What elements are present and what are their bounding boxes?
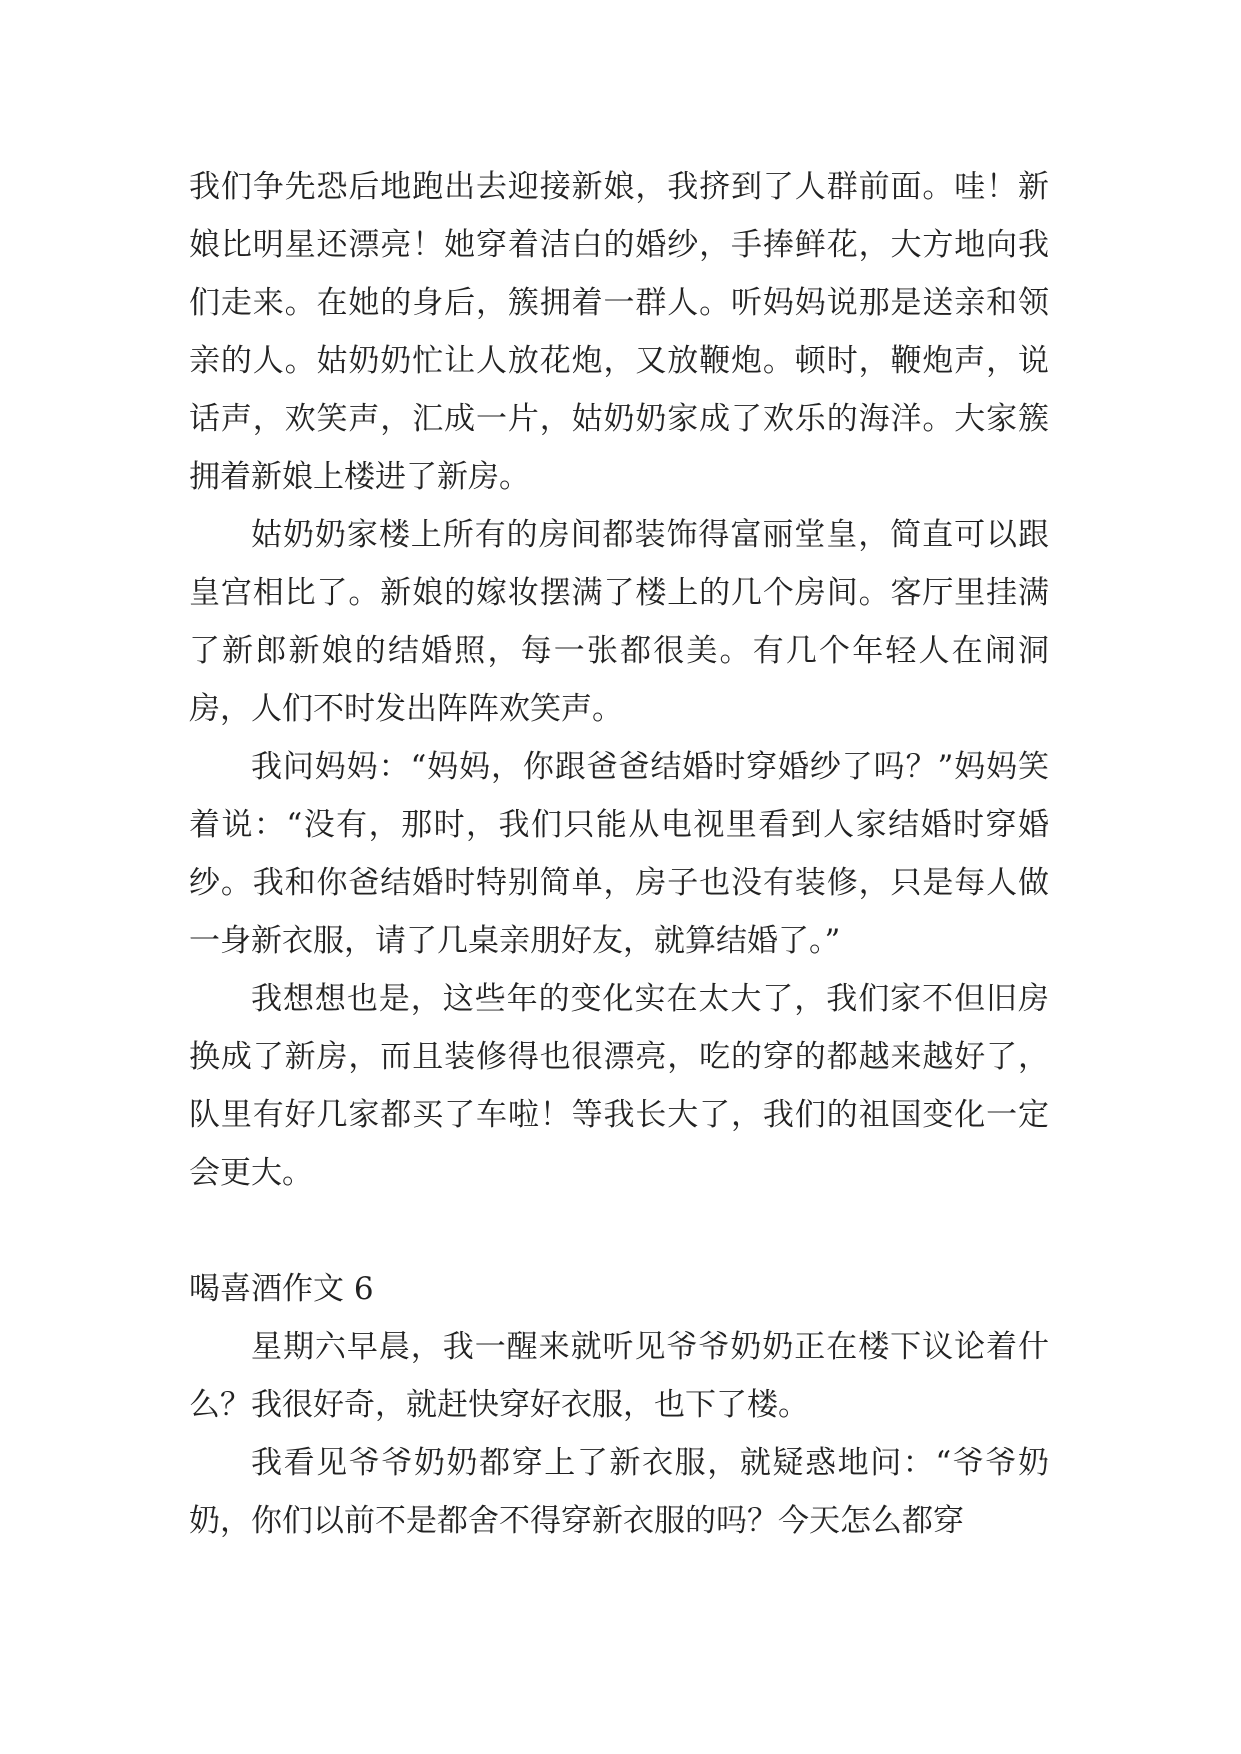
paragraph-reflection: 我想想也是，这些年的变化实在太大了，我们家不但旧房换成了新房，而且装修得也很漂亮，吃的穿的都越来越好了，队里有好几家都买了车啦！等我长大了，我们的祖国变化一定会更大。 — [189, 981, 1049, 1191]
paragraph-saturday-morning: 星期六早晨，我一醒来就听见爷爷奶奶正在楼下议论着什么？我很好奇，就赶快穿好衣服，也下了楼。 — [189, 1329, 1049, 1423]
paragraph-mother-dialogue: 我问妈妈：“妈妈，你跟爸爸结婚时穿婚纱了吗？”妈妈笑着说：“没有，那时，我们只能从电视里看到人家结婚时穿婚纱。我和你爸结婚时特别简单，房子也没有装修，只是每人做一身新衣服，请了几桌亲朋好友，就算结婚了。” — [189, 749, 1049, 959]
section-spacer — [189, 1202, 1049, 1260]
paragraph-grandparents-question: 我看见爷爷奶奶都穿上了新衣服，就疑惑地问：“爷爷奶奶，你们以前不是都舍不得穿新衣服的吗？今天怎么都穿 — [189, 1445, 1049, 1539]
paragraph-wedding-arrival: 我们争先恐后地跑出去迎接新娘，我挤到了人群前面。哇！新娘比明星还漂亮！她穿着洁白的婚纱，手捧鲜花，大方地向我们走来。在她的身后，簇拥着一群人。听妈妈说那是送亲和领亲的人。姑奶奶忙让人放花炮，又放鞭炮。顿时，鞭炮声，说话声，欢笑声，汇成一片，姑奶奶家成了欢乐的海洋。大家簇拥着新娘上楼进了新房。 — [189, 169, 1049, 495]
paragraph-new-house: 姑奶奶家楼上所有的房间都装饰得富丽堂皇，简直可以跟皇宫相比了。新娘的嫁妆摆满了楼上的几个房间。客厅里挂满了新郎新娘的结婚照，每一张都很美。有几个年轻人在闹洞房，人们不时发出阵阵欢笑声。 — [189, 517, 1049, 727]
document-body — [189, 158, 1049, 1550]
essay-heading: 喝喜酒作文 6 — [189, 1271, 374, 1307]
